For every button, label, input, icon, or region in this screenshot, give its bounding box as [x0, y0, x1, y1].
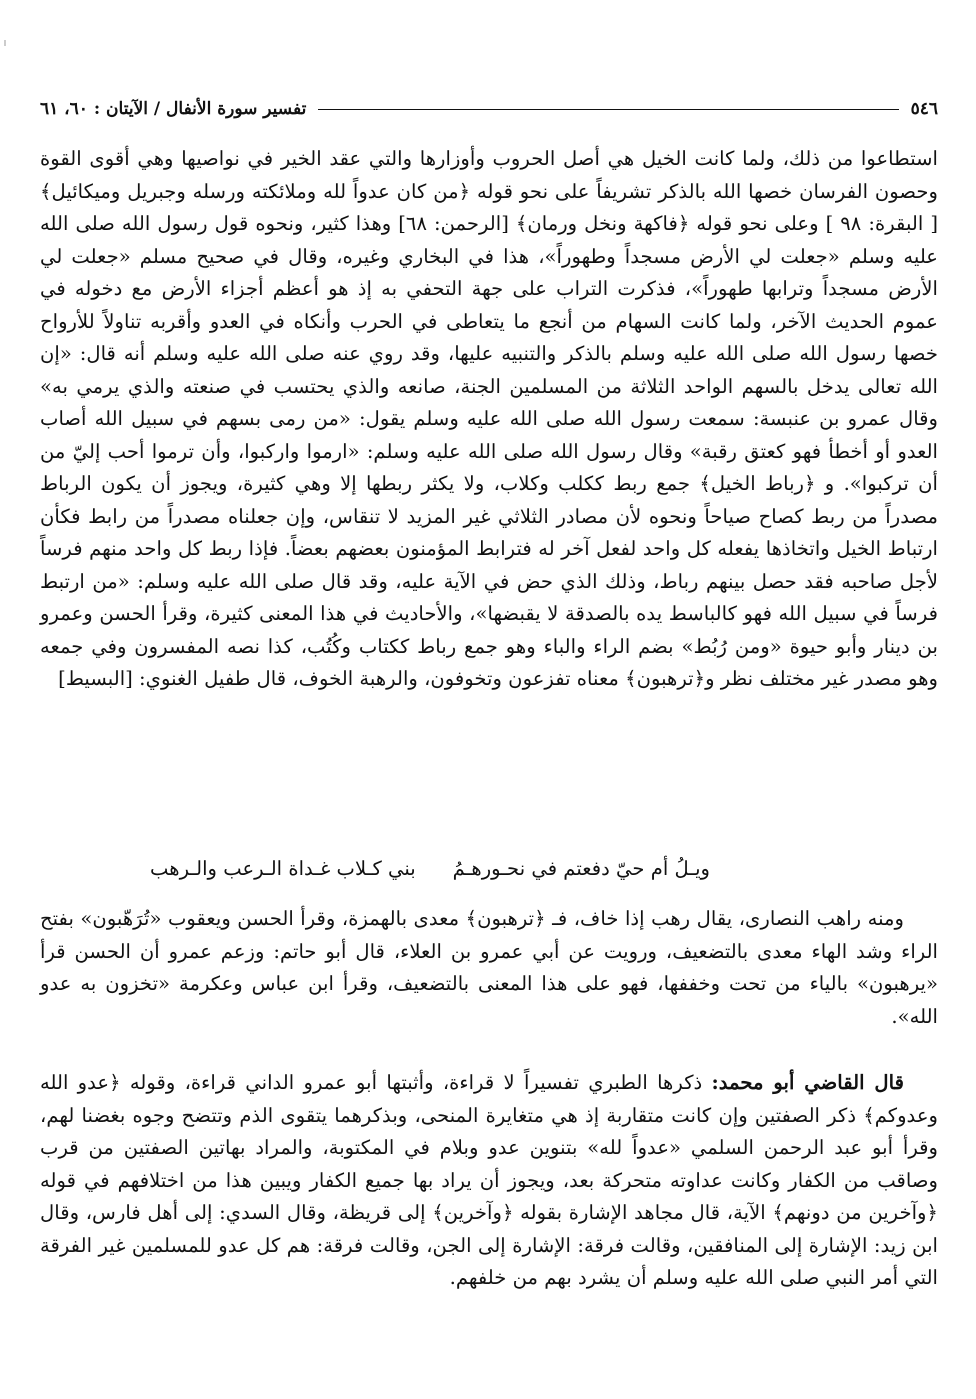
- page-number: ٥٤٦: [910, 99, 938, 119]
- verse-second-hemistich: بني كـلاب غـداة الـرعب والـرهب: [150, 857, 416, 880]
- header-rule: [318, 108, 898, 110]
- scan-mark: [4, 40, 6, 46]
- verse-first-hemistich: ويـلُ أم حيّ دفعتم في نحـورهـمُ: [452, 857, 710, 880]
- running-head: [40, 94, 938, 124]
- paragraph-3: [40, 1067, 938, 1295]
- poetry-verse: [150, 857, 710, 880]
- running-title: تفسير سورة الأنفال / الآيتان : ٦٠، ٦١: [40, 99, 307, 119]
- paragraph-3-lead: قال القاضي أبو محمد:: [711, 1071, 904, 1094]
- paragraph-1: استطاعوا من ذلك، ولما كانت الخيل هي أصل الحروب وأوزارها والتي عقد الخير في نواصيها وهي أقوى القوة وحصون الفرسان خصها الله بالذكر تشريفاً على نحو قوله ﴿من كان عدواً لله وملائكته ورسله وجبريل وميكائيل﴾ [ البقرة: ٩٨ ] وعلى نحو قوله ﴿فاكهة ونخل ورمان﴾ [الرحمن: ٦٨] وهذا كثير، ونحوه قول رسول الله صلى الله عليه وسلم «جعلت لي الأرض مسجداً وطهوراً»، هذا في البخاري وغيره، وقال في صحيح مسلم «جعلت لي الأرض مسجداً وترابها طهوراً»، فذكرت التراب على جهة التحفي به إذ هو أعظم أجزاء الأرض مع دخوله في عموم الحديث الآخر، ولما كانت السهام من أنجع ما يتعاطى في الحرب وأنكاه في العدو وأقربه تناولاً للأرواح خصها رسول الله صلى الله عليه وسلم بالذكر والتنبيه عليها، وقد روي عنه صلى الله عليه وسلم أنه قال: «إن الله تعالى يدخل بالسهم الواحد الثلاثة من المسلمين الجنة، صانعه والذي يحتسب في صنعته والذي يرمي به» وقال عمرو بن عنبسة: سمعت رسول الله صلى الله عليه وسلم يقول: «من رمى بسهم في سبيل الله أصاب العدو أو أخطأ فهو كعتق رقبة» وقال رسول الله صلى الله عليه وسلم: «ارموا واركبوا، وأن ترموا أحب إليّ من أن تركبوا». و ﴿رباط الخيل﴾ جمع ربط ككلب وكلاب، ولا يكثر ربطها إلا وهي كثيرة، ويجوز أن يكون الرباط مصدراً من ربط كصاح صياحاً ونحوه لأن مصادر الثلاثي غير المزيد لا تنقاس، وإن جعلناه مصدراً من رابط فكأن ارتباط الخيل واتخاذها يفعله كل واحد لفعل آخر له فترابط المؤمنون بعضهم بعضاً. فإذا ربط كل واحد منهم فرساً لأجل صاحبه فقد حصل بينهم رباط، وذلك الذي حض في الآية عليه، وقد قال صلى الله عليه وسلم: «من ارتبط فرساً في سبيل الله فهو كالباسط يده بالصدقة لا يقبضها»، والأحاديث في هذا المعنى كثيرة، وقرأ الحسن وعمرو بن دينار وأبو حيوة «ومن رُبُط» بضم الراء والباء وهو جمع رباط ككتاب وكُتُب، كذا نصه المفسرون وفي جمعه وهو مصدر غير مختلف نظر و﴿ترهبون﴾ معناه تفزعون وتخوفون، والرهبة الخوف، قال طفيل الغنوي: [البسيط]: [40, 147, 938, 690]
- paragraph-3-body: ذكرها الطبري تفسيراً لا قراءة، وأثبتها أبو عمرو الداني قراءة، وقوله ﴿عدو الله وعدوكم﴾ ذكر الصفتين وإن كانت متقاربة إذ هي متغايرة المنحى، وبذكرهما يتقوى الذم وتتضح وجوه بغضنا لهم، وقرأ أبو عبد الرحمن السلمي «عدواً لله» بتنوين عدو وبلام في المكتوبة، والمراد بهاتين الصفتين من قرب وصاقب من الكفار وكانت عداوته متحركة بعد، ويجوز أن يراد بها جميع الكفار ويبين هذا من اختلافهم في قوله ﴿وآخرين من دونهم﴾ الآية، قال مجاهد الإشارة بقوله ﴿وآخرين﴾ إلى قريظة، وقال السدي: إلى أهل فارس، وقال ابن زيد: الإشارة إلى المنافقين، وقالت فرقة: الإشارة إلى الجن، وقالت فرقة: هم كل عدو للمسلمين غير الفرقة التي أمر النبي صلى الله عليه وسلم أن يشرد بهم من خلفهم.: [40, 1071, 938, 1289]
- paragraph-2: ومنه راهب النصارى، يقال رهب إذا خاف، فـ ﴿ترهبون﴾ معدى بالهمزة، وقرأ الحسن ويعقوب «تُرَهّبون» بفتح الراء وشد الهاء معدى بالتضعيف، ورويت عن أبي عمرو بن العلاء، قال أبو حاتم: وزعم عمرو أن الحسن قرأ «يرهبون» بالياء من تحت وخففها، فهو على هذا المعنى بالتضعيف، وقرأ ابن عباس وعكرمة «تخزون به عدو الله».: [40, 907, 938, 1028]
